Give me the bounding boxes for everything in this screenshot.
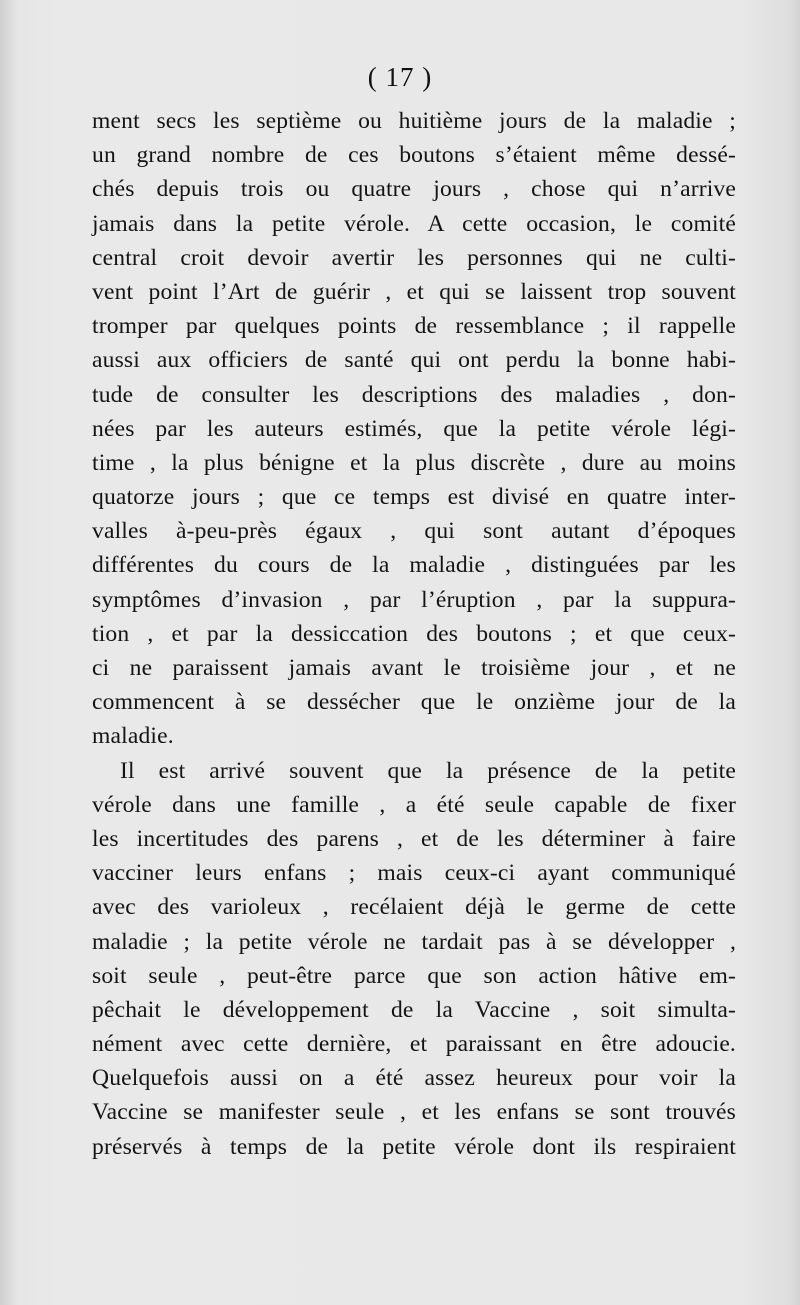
text-line: symptômes d’invasion , par l’éruption , par la suppura-: [92, 586, 736, 613]
text-line: Il est arrivé souvent que la présence de la petite: [120, 757, 736, 784]
text-line: les incertitudes des parens , et de les déterminer à faire: [92, 825, 736, 852]
text-line: soit seule , peut-être parce que son action hâtive em-: [92, 962, 736, 989]
text-line: aussi aux officiers de santé qui ont perdu la bonne habi-: [92, 347, 736, 374]
text-line: nées par les auteurs estimés, que la petite vérole légi-: [92, 415, 736, 442]
text-line: ment secs les septième ou huitième jours de la maladie ;: [92, 108, 736, 134]
text-line: time , la plus bénigne et la plus discrète , dure au moins: [92, 449, 736, 476]
body-text: [92, 104, 736, 1164]
text-line: Vaccine se manifester seule , et les enfans se sont trouvés: [92, 1099, 736, 1126]
text-line: tude de consulter les descriptions des maladies , don-: [92, 381, 736, 408]
text-line: tion , et par la dessiccation des boutons ; et que ceux-: [92, 620, 736, 647]
text-line: ci ne paraissent jamais avant le troisième jour , et ne: [92, 655, 736, 681]
text-line: valles à-peu-près égaux , qui sont autant d’époques: [92, 518, 736, 545]
text-line: maladie ; la petite vérole ne tardait pas à se développer ,: [92, 928, 736, 955]
text-line: préservés à temps de la petite vérole dont ils respiraient: [92, 1133, 736, 1160]
text-line: commencent à se dessécher que le onzième jour de la: [92, 689, 736, 716]
text-line: maladie.: [92, 723, 174, 750]
text-line: un grand nombre de ces boutons s’étaient même dessé-: [92, 142, 736, 169]
text-line: vérole dans une famille , a été seule capable de fixer: [92, 791, 736, 818]
text-line: jamais dans la petite vérole. A cette occasion, le comité: [92, 210, 736, 237]
text-line: chés depuis trois ou quatre jours , chose qui n’arrive: [92, 176, 736, 203]
text-line: quatorze jours ; que ce temps est divisé en quatre inter-: [92, 484, 736, 511]
paragraph-1: [92, 104, 736, 754]
text-line: central croit devoir avertir les personnes qui ne culti-: [92, 244, 736, 271]
text-line: Quelquefois aussi on a été assez heureux pour voir la: [92, 1065, 736, 1092]
text-line: nément avec cette dernière, et paraissant en être adoucie.: [92, 1031, 736, 1058]
text-line: vacciner leurs enfans ; mais ceux-ci ayant communiqué: [92, 860, 736, 887]
text-line: différentes du cours de la maladie , distinguées par les: [92, 552, 736, 579]
text-line: vent point l’Art de guérir , et qui se laissent trop souvent: [92, 278, 736, 305]
text-line: tromper par quelques points de ressemblance ; il rappelle: [92, 313, 736, 340]
text-line: pêchait le développement de la Vaccine , soit simulta-: [92, 996, 736, 1023]
paragraph-2: [92, 754, 736, 1164]
text-line: avec des varioleux , recélaient déjà le germe de cette: [92, 894, 736, 921]
page-number: ( 17 ): [367, 62, 433, 92]
